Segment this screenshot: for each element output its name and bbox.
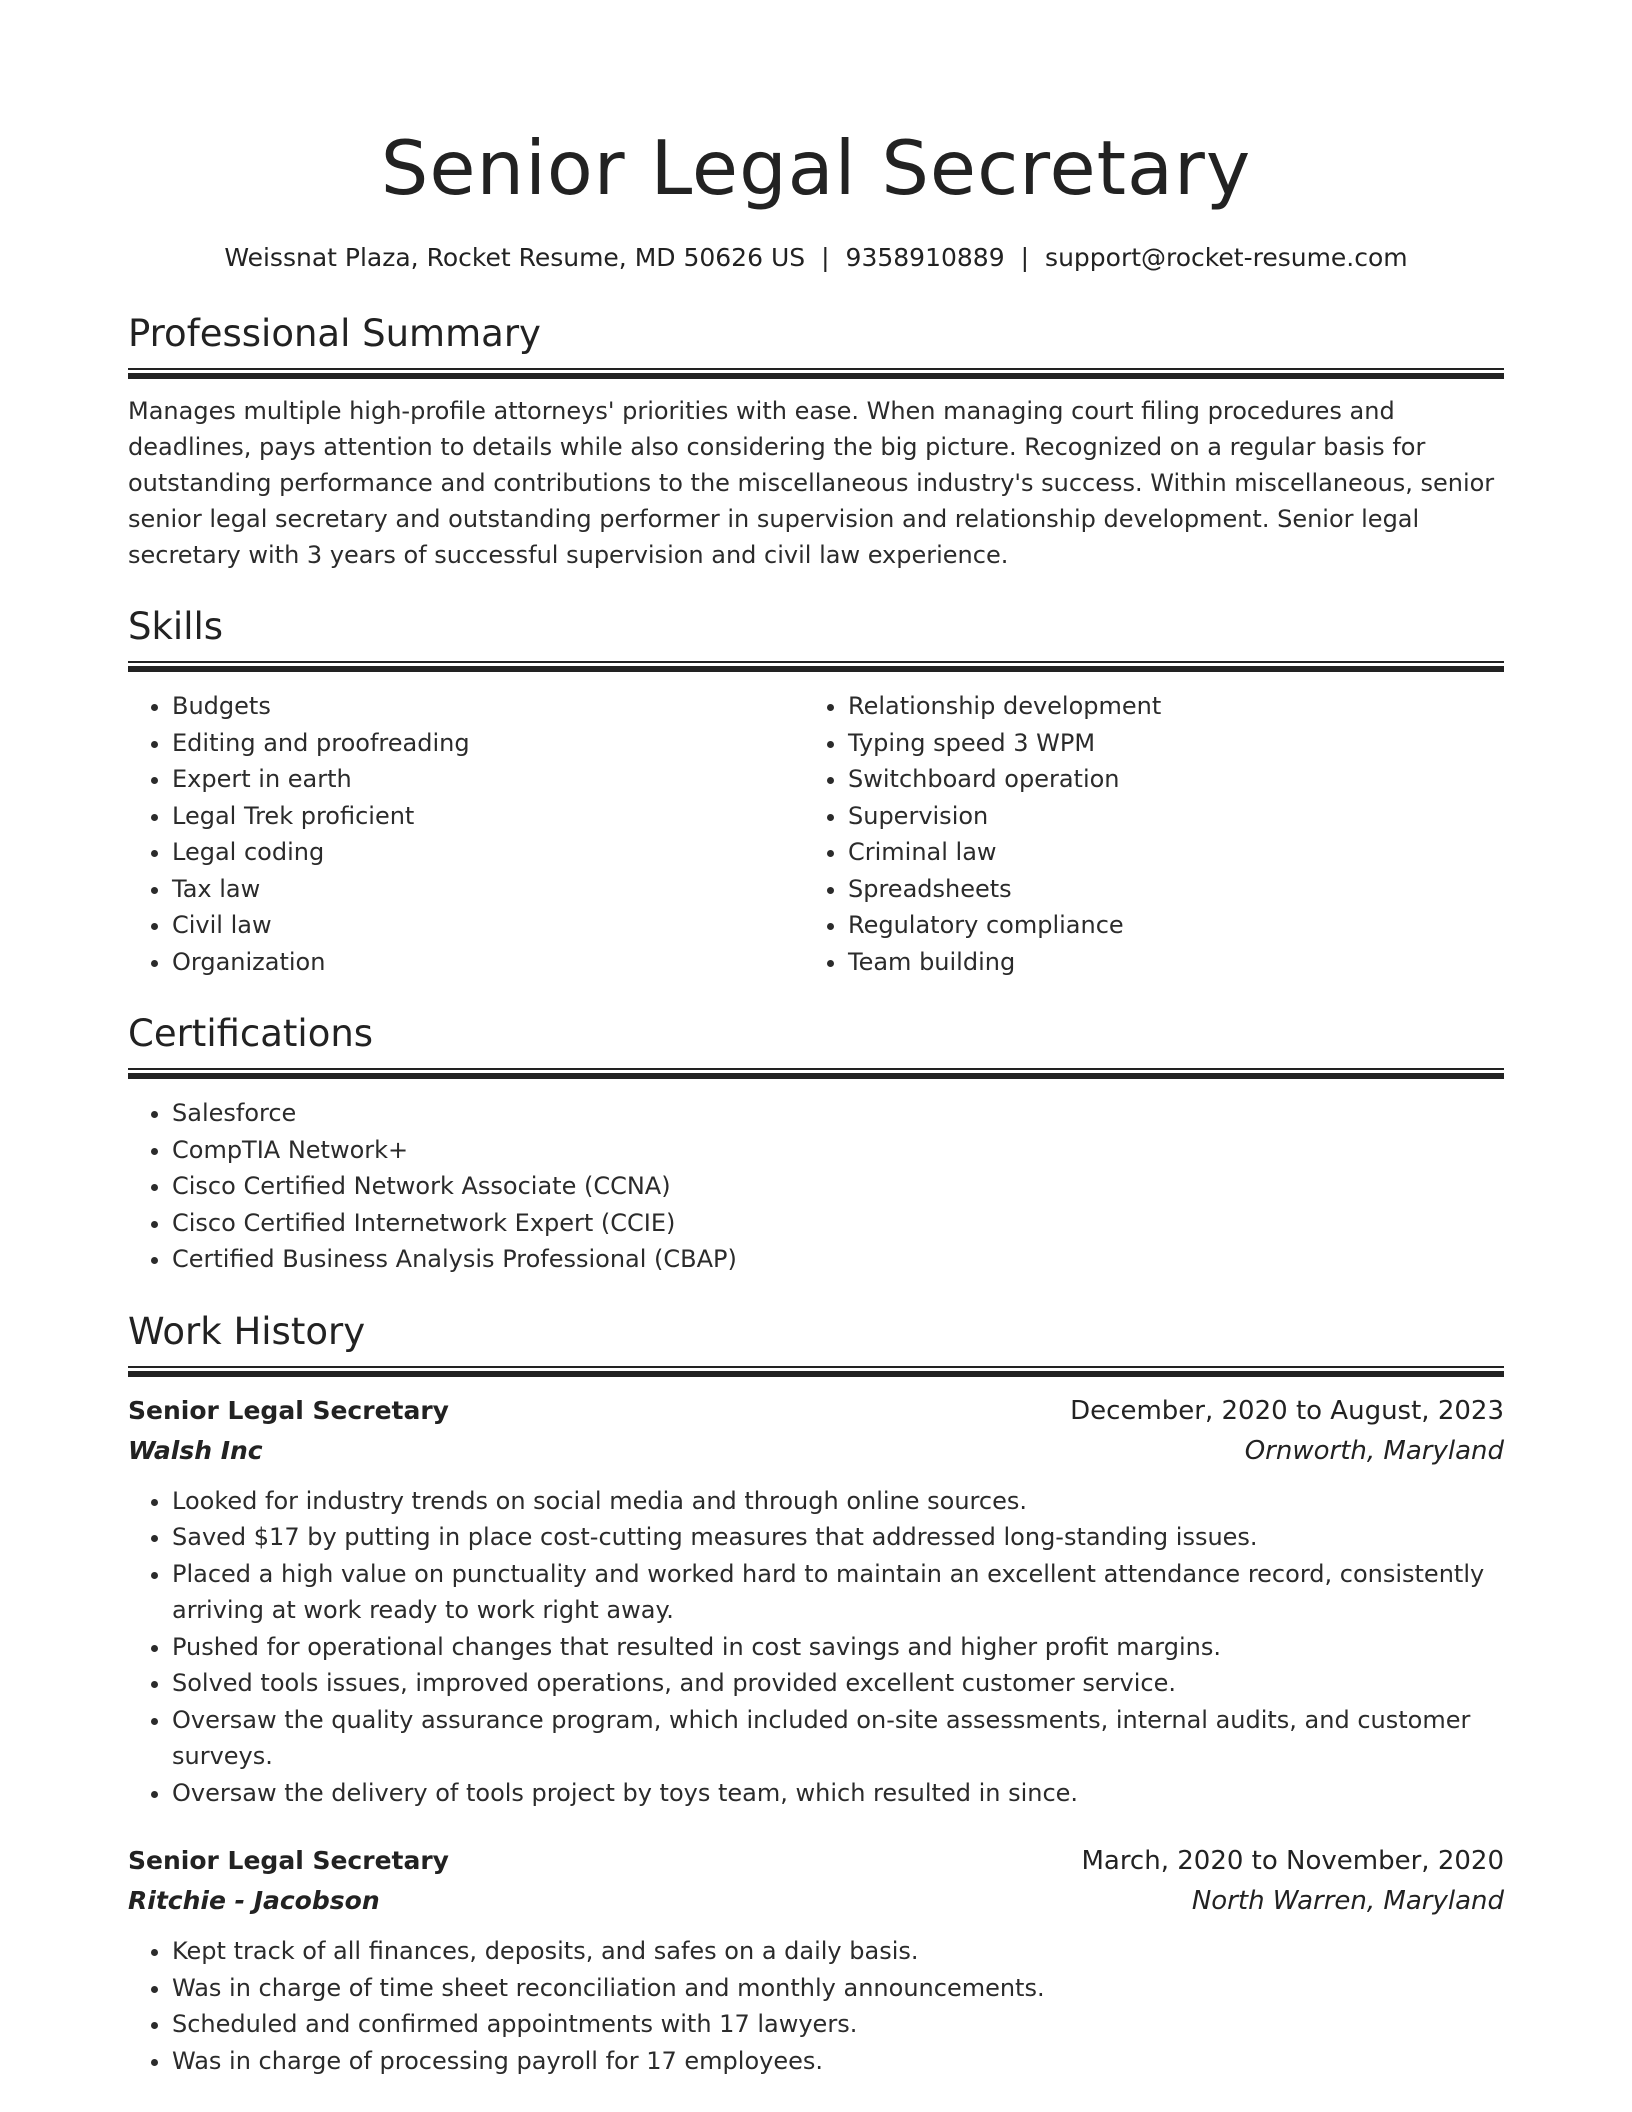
skill-item: • Spreadsheets bbox=[848, 871, 1480, 908]
job-header bbox=[128, 1841, 1504, 1881]
summary-text: Manages multiple high-profile attorneys' priorities with ease. When managing court filing procedures and deadlines, pays attention to details while also considering the big picture. Recognized on a regular basis for outstanding performance and contributions to the miscellaneous industry's success. Within miscellaneous, senior senior legal secretary and outstanding performer in supervision and relationship development. Senior legal secretary with 3 years of successful supervision and civil law experience. bbox=[128, 397, 1495, 569]
certification-item: • Salesforce bbox=[172, 1095, 1504, 1132]
job-bullet: • Saved $17 by putting in place cost-cutting measures that addressed long-standing issues. bbox=[172, 1519, 1504, 1556]
skill-item: • Criminal law bbox=[848, 834, 1480, 871]
contact-address: Weissnat Plaza, Rocket Resume, MD 50626 US bbox=[224, 243, 806, 272]
skills-section bbox=[128, 603, 1504, 980]
certifications-section bbox=[128, 1010, 1504, 1278]
job-bullet: • Scheduled and confirmed appointments with 17 lawyers. bbox=[172, 2006, 1504, 2043]
job-title: Senior Legal Secretary bbox=[128, 1395, 449, 1425]
skill-item: • Relationship development bbox=[848, 688, 1480, 725]
job-bullet: • Solved tools issues, improved operations, and provided excellent customer service. bbox=[172, 1665, 1504, 1702]
job-company: Walsh Inc bbox=[128, 1435, 263, 1465]
job-company: Ritchie - Jacobson bbox=[128, 1886, 380, 1915]
skill-item: • Tax law bbox=[172, 871, 804, 908]
job-bullet: • Pushed for operational changes that resulted in cost savings and higher profit margins. bbox=[172, 1629, 1504, 1666]
skill-item: • Regulatory compliance bbox=[848, 907, 1480, 944]
skill-item: • Typing speed 3 WPM bbox=[848, 725, 1480, 762]
certifications-list bbox=[128, 1095, 1504, 1278]
job-subheader bbox=[128, 1881, 1504, 1921]
contact-email[interactable]: support@rocket-resume.com bbox=[1045, 243, 1408, 272]
certification-item: • Cisco Certified Internetwork Expert (CCIE) bbox=[172, 1205, 1504, 1242]
section-divider bbox=[128, 1068, 1504, 1079]
section-heading-skills: Skills bbox=[128, 605, 224, 648]
section-heading-summary: Professional Summary bbox=[128, 312, 541, 355]
contact-line bbox=[128, 240, 1504, 276]
skill-item: • Switchboard operation bbox=[848, 761, 1480, 798]
job-subheader bbox=[128, 1431, 1504, 1471]
section-heading-work-history: Work History bbox=[128, 1309, 366, 1353]
job-location: Ornworth, Maryland bbox=[1244, 1435, 1504, 1466]
job-bullet: • Was in charge of time sheet reconciliation and monthly announcements. bbox=[172, 1970, 1504, 2007]
skill-item: • Expert in earth bbox=[172, 761, 804, 798]
section-divider bbox=[128, 661, 1504, 672]
contact-separator: | bbox=[1020, 243, 1030, 272]
certification-item: • Certified Business Analysis Professional (CBAP) bbox=[172, 1241, 1504, 1278]
job-entry bbox=[128, 1841, 1504, 2079]
contact-separator: | bbox=[821, 243, 830, 272]
section-divider bbox=[128, 1366, 1504, 1377]
skills-column-right bbox=[804, 688, 1480, 980]
summary-section bbox=[128, 310, 1504, 573]
certification-item: • Cisco Certified Network Associate (CCNA) bbox=[172, 1168, 1504, 1205]
job-dates: March, 2020 to November, 2020 bbox=[1081, 1846, 1504, 1876]
skill-item: • Budgets bbox=[172, 688, 804, 725]
job-bullet: • Oversaw the delivery of tools project by toys team, which resulted in since. bbox=[172, 1775, 1504, 1812]
certification-item: • CompTIA Network+ bbox=[172, 1132, 1504, 1169]
job-bullet: • Kept track of all finances, deposits, and safes on a daily basis. bbox=[172, 1933, 1504, 1970]
job-bullet: • Placed a high value on punctuality and worked hard to maintain an excellent attendance record, consistently arriving at work ready to work right away. bbox=[172, 1556, 1504, 1629]
skill-item: • Editing and proofreading bbox=[172, 725, 804, 762]
job-bullets bbox=[128, 1933, 1504, 2079]
work-history-section bbox=[128, 1308, 1504, 2080]
skill-item: • Legal Trek proficient bbox=[172, 798, 804, 835]
contact-phone: 9358910889 bbox=[845, 243, 1005, 272]
job-bullet: • Looked for industry trends on social media and through online sources. bbox=[172, 1483, 1504, 1520]
section-divider bbox=[128, 368, 1504, 379]
job-bullet: • Was in charge of processing payroll for 17 employees. bbox=[172, 2043, 1504, 2080]
job-bullet: • Oversaw the quality assurance program, which included on-site assessments, internal audits, and customer surveys. bbox=[172, 1702, 1504, 1775]
job-title: Senior Legal Secretary bbox=[128, 1846, 449, 1875]
job-dates: December, 2020 to August, 2023 bbox=[1070, 1395, 1504, 1426]
resume-title: Senior Legal Secretary bbox=[380, 124, 1252, 212]
job-bullets bbox=[128, 1483, 1504, 1812]
job-entry bbox=[128, 1391, 1504, 1812]
skill-item: • Legal coding bbox=[172, 834, 804, 871]
resume-page bbox=[128, 0, 1504, 2079]
skills-column-left bbox=[128, 688, 804, 980]
job-header bbox=[128, 1391, 1504, 1431]
skills-columns bbox=[128, 688, 1504, 980]
skill-item: • Civil law bbox=[172, 907, 804, 944]
skill-item: • Team building bbox=[848, 944, 1480, 981]
skill-item: • Organization bbox=[172, 944, 804, 981]
section-heading-certifications: Certifications bbox=[128, 1012, 374, 1055]
skill-item: • Supervision bbox=[848, 798, 1480, 835]
job-location: North Warren, Maryland bbox=[1191, 1886, 1504, 1916]
